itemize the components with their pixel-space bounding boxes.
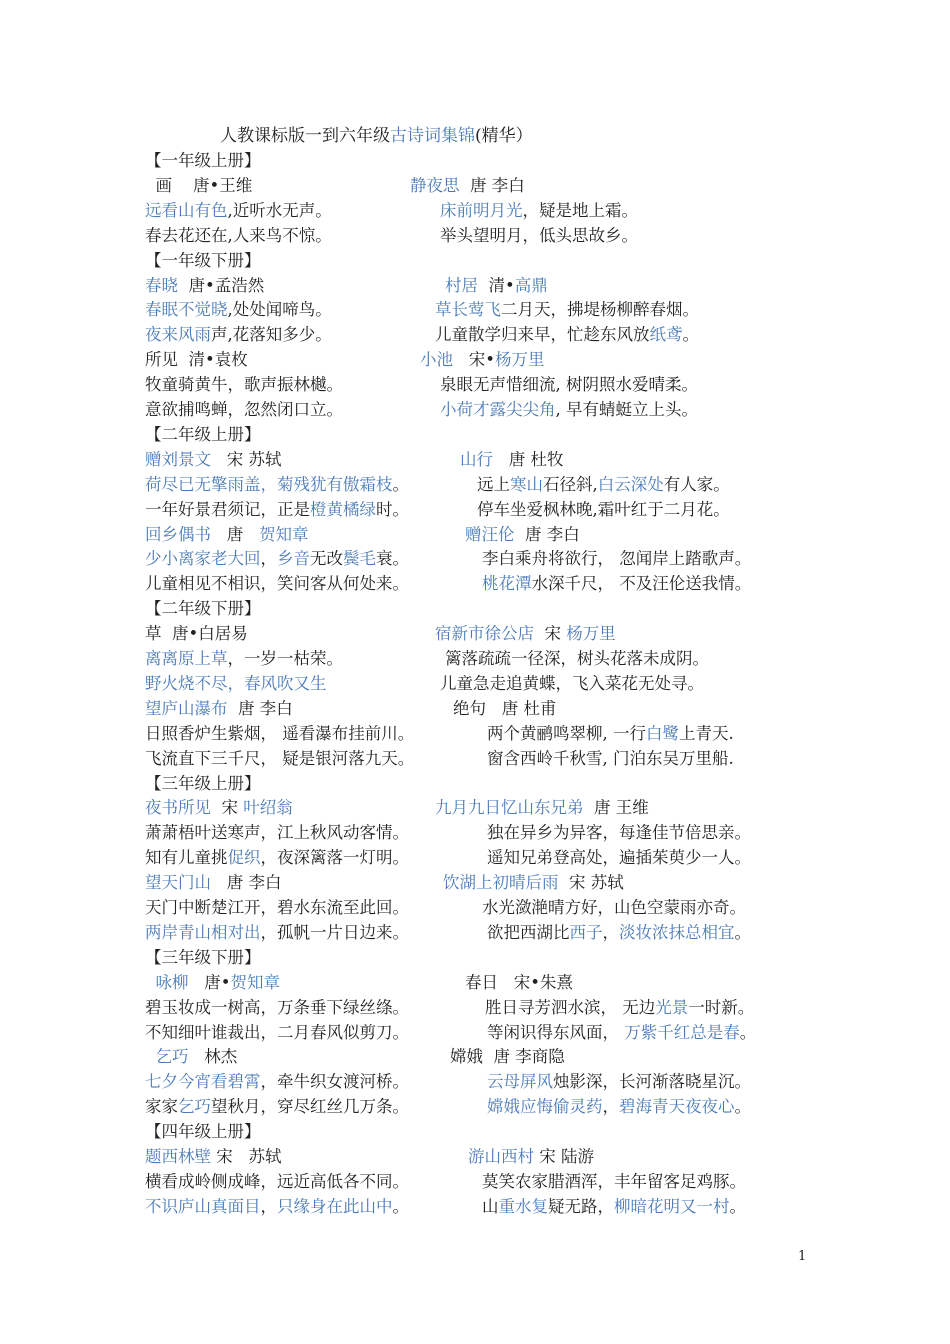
left-column <box>145 497 409 522</box>
text-segment: 望秋月，穿尽红丝几万条。 <box>211 1097 409 1117</box>
highlighted-text: 回乡偶书 <box>145 524 211 544</box>
text-segment: ,近听水无声。 <box>227 200 332 220</box>
text-segment: 草 唐•白居易 <box>145 624 248 644</box>
left-column <box>145 795 293 820</box>
text-segment: 等闲识得东风面， <box>487 1022 625 1042</box>
left-column <box>145 1119 261 1144</box>
text-segment: 停车坐爱枫林晚,霜叶红于二月花。 <box>477 499 730 519</box>
text-segment: 时。 <box>376 499 409 519</box>
highlighted-text: 只缘身在此山中 <box>277 1196 393 1216</box>
text-segment: 一年好景君须记，正是 <box>145 499 310 519</box>
left-column <box>145 845 409 870</box>
highlighted-text: 饮湖上初晴后雨 <box>443 873 559 893</box>
text-segment: 。 <box>734 922 751 942</box>
right-column <box>468 1144 594 1169</box>
text-segment: 【一年级上册】 <box>145 151 261 170</box>
text-segment: 水深千尺， 不及汪伦送我情。 <box>531 574 752 594</box>
right-column <box>443 870 624 895</box>
right-column <box>477 472 730 497</box>
highlighted-text: 叶绍翁 <box>243 798 293 818</box>
left-column <box>145 920 409 945</box>
text-segment: 。 <box>739 1022 757 1042</box>
text-segment: 李白乘舟将欲行， 忽闻岸上踏歌声。 <box>482 549 752 569</box>
document-title <box>220 124 533 148</box>
highlighted-text: 寒山 <box>510 474 543 494</box>
text-segment: 泉眼无声惜细流, 树阴照水爱晴柔。 <box>440 375 698 395</box>
text-segment: ，疑是地上霜。 <box>522 200 638 220</box>
right-column <box>487 1069 751 1094</box>
text-segment: 两个黄鹂鸣翠柳, 一行 <box>487 723 646 743</box>
highlighted-text: 望天门山 <box>145 873 211 893</box>
text-segment: 唐 李白 <box>227 698 293 718</box>
text-segment: 【二年级下册】 <box>145 599 261 619</box>
highlighted-text: 乞巧 <box>155 1047 189 1067</box>
text-segment: 宋 <box>211 798 244 818</box>
text-segment: 宋 苏轼 <box>211 449 282 469</box>
text-segment: 唐 李白 <box>514 524 580 544</box>
left-column <box>145 422 261 447</box>
text-segment: 。 <box>392 1196 409 1216</box>
text-segment: 一时新。 <box>688 997 755 1017</box>
text-segment: 。 <box>729 1196 746 1216</box>
left-column <box>145 1069 409 1094</box>
highlighted-text: 赠汪伦 <box>465 524 515 544</box>
left-column <box>145 1144 281 1169</box>
left-column <box>145 248 261 273</box>
highlighted-text: 柳暗花明又一村 <box>614 1196 730 1216</box>
right-column <box>445 646 709 671</box>
highlighted-text: 春眠不觉晓 <box>145 300 228 320</box>
text-segment: 唐• <box>188 972 231 992</box>
left-column <box>145 148 261 173</box>
text-segment: 家家 <box>145 1097 178 1117</box>
highlighted-text: 宿新市徐公店 <box>435 624 534 644</box>
text-segment: 不知细叶谁裁出，二月春风似剪刀。 <box>145 1022 409 1042</box>
right-column <box>482 1169 746 1194</box>
left-column <box>145 297 332 322</box>
highlighted-text: 静夜思 <box>410 175 460 195</box>
highlighted-text: 白鹭 <box>646 723 679 743</box>
highlighted-text: 碧海青天夜夜心 <box>619 1097 735 1117</box>
text-segment: 意欲捕鸣蝉，忽然闭口立。 <box>145 400 343 419</box>
left-column <box>145 223 332 248</box>
text-segment: 窗含西岭千秋雪, 门泊东吴万里船. <box>487 748 734 768</box>
right-column <box>420 347 544 372</box>
highlighted-text: 夜来风雨 <box>145 325 211 345</box>
highlighted-text: 万紫千红总是春 <box>624 1022 740 1042</box>
highlighted-text: 七夕今宵看碧霄 <box>145 1072 261 1092</box>
text-segment: 举头望明月，低头思故乡。 <box>440 225 638 245</box>
text-segment: 所见 清•袁枚 <box>145 350 248 370</box>
highlighted-text: 光景 <box>655 997 689 1017</box>
highlighted-text: 村居 <box>445 275 478 295</box>
highlighted-text: 乡音 <box>277 549 310 569</box>
text-segment: 儿童相见不相识，笑问客从何处来。 <box>145 574 409 594</box>
text-segment: 画 唐•王维 <box>145 175 253 195</box>
right-column <box>440 671 704 696</box>
text-segment: 。 <box>734 1097 751 1117</box>
left-column <box>145 198 332 223</box>
text-segment: 上青天. <box>679 723 734 743</box>
text-segment: 山 <box>482 1196 499 1216</box>
highlighted-text: 春晓 <box>145 275 178 295</box>
left-column <box>145 1094 409 1119</box>
right-column <box>487 820 751 845</box>
right-column <box>440 372 698 397</box>
left-column <box>145 621 248 646</box>
text-segment: 林杰 <box>188 1047 238 1067</box>
text-segment <box>145 973 156 992</box>
left-column <box>145 347 248 372</box>
text-segment: 萧萧梧叶送寒声，江上秋风动客情。 <box>145 823 409 843</box>
left-column <box>145 646 343 671</box>
highlighted-text: 白云深处 <box>597 474 664 494</box>
highlighted-text: 嫦娥应悔偷灵药 <box>487 1097 603 1117</box>
text-segment: 碧玉妆成一树高，万条垂下绿丝绦。 <box>145 997 409 1017</box>
text-segment: 儿童急走追黄蝶，飞入菜花无处寻。 <box>440 673 704 693</box>
text-segment: 宋 苏轼 <box>558 873 624 893</box>
left-column <box>145 397 343 422</box>
right-column <box>435 322 699 347</box>
text-segment: ， <box>602 1097 619 1117</box>
text-segment: 唐 <box>211 524 259 544</box>
left-column <box>145 721 414 746</box>
text-segment: 宋 <box>534 624 567 644</box>
left-column <box>145 273 264 298</box>
left-column <box>145 1020 409 1045</box>
right-column <box>482 895 746 920</box>
highlighted-text: 九月九日忆山东兄弟 <box>435 798 584 818</box>
left-column <box>145 571 409 596</box>
text-segment: 。 <box>392 474 409 494</box>
highlighted-text: 山行 <box>460 449 493 469</box>
text-segment: 唐 李白 <box>459 175 525 195</box>
right-column <box>465 970 573 995</box>
right-column <box>487 1020 756 1045</box>
right-column <box>445 273 548 298</box>
right-column <box>460 447 563 472</box>
text-segment: ，一岁一枯荣。 <box>227 649 343 668</box>
right-column <box>487 721 734 746</box>
right-column <box>465 522 580 547</box>
right-column <box>440 223 638 248</box>
text-segment: ， <box>260 1196 277 1216</box>
highlighted-text: 云母屏风 <box>487 1072 553 1092</box>
right-column <box>487 746 734 771</box>
highlighted-text: 游山西村 <box>468 1147 534 1166</box>
text-segment: ，夜深篱落一灯明。 <box>260 848 409 868</box>
text-segment: 无改 <box>310 549 343 569</box>
left-column <box>145 945 261 970</box>
text-segment: 篱落疏疏一径深，树头花落未成阴。 <box>445 649 709 668</box>
right-column <box>440 397 698 422</box>
left-column <box>145 895 409 920</box>
page-number: 1 <box>798 1249 807 1264</box>
text-segment: 知有儿童挑 <box>145 848 228 868</box>
highlighted-text: 离离原上草 <box>145 649 228 668</box>
text-segment: 疑无路， <box>548 1196 614 1216</box>
highlighted-text: 荷尽已无擎雨盖，菊残犹有傲霜枝 <box>145 474 393 494</box>
highlighted-text: 小池 <box>420 350 453 370</box>
highlighted-text: 望庐山瀑布 <box>145 698 228 718</box>
highlighted-text: 野火烧不尽，春风吹又生 <box>145 673 327 693</box>
left-column <box>145 771 261 796</box>
left-column <box>145 671 327 696</box>
right-column <box>485 995 754 1020</box>
left-column <box>145 447 281 472</box>
text-segment: 儿童散学归来早，忙趁东风放 <box>435 325 650 345</box>
text-segment: 有人家。 <box>663 474 730 494</box>
right-column <box>482 1194 746 1219</box>
right-column <box>482 546 751 571</box>
text-segment: 牧童骑黄牛，歌声振林樾。 <box>145 375 343 395</box>
text-segment: 横看成岭侧成峰，远近高低各不同。 <box>145 1171 409 1191</box>
text-segment: 春日 宋•朱熹 <box>465 972 573 992</box>
highlighted-text: 赠刘景文 <box>145 449 211 469</box>
left-column <box>145 970 280 995</box>
text-segment: 唐 王维 <box>583 798 649 818</box>
right-column <box>477 497 730 522</box>
right-column <box>450 1044 565 1069</box>
left-column <box>145 820 409 845</box>
right-column <box>487 1094 751 1119</box>
left-column <box>145 1194 409 1219</box>
highlighted-text: 草长莺飞 <box>435 300 501 320</box>
text-segment: 嫦娥 唐 李商隐 <box>450 1047 565 1067</box>
text-segment: 春去花还在,人来鸟不惊。 <box>145 225 332 245</box>
text-segment: 【二年级上册】 <box>145 424 261 444</box>
text-segment: 【四年级上册】 <box>145 1122 261 1142</box>
highlighted-text: 小荷才露尖尖角 <box>440 400 556 419</box>
right-column <box>487 920 751 945</box>
right-column <box>410 173 525 198</box>
text-segment: 清• <box>478 275 515 295</box>
highlighted-text: 少小离家老大回 <box>145 549 261 569</box>
highlighted-text: 题西林壁 <box>145 1147 211 1166</box>
text-segment: 。 <box>682 325 699 345</box>
text-segment <box>145 1047 156 1066</box>
text-segment: 独在异乡为异客，每逢佳节倍思亲。 <box>487 823 751 843</box>
left-column <box>145 173 252 198</box>
text-segment: ， <box>260 549 277 569</box>
text-segment: 欲把西湖比 <box>487 922 570 942</box>
highlighted-text: 古诗词集锦 <box>390 126 475 146</box>
left-column <box>145 1044 237 1069</box>
right-column <box>482 571 751 596</box>
text-segment: 胜日寻芳泗水滨， 无边 <box>485 997 656 1017</box>
text-segment: 二月天，拂堤杨柳醉春烟。 <box>501 300 699 320</box>
text-segment: 遥知兄弟登高处，遍插茱萸少一人。 <box>487 848 751 868</box>
text-segment: 宋• <box>453 350 495 370</box>
text-segment: ，牵牛织女渡河桥。 <box>260 1072 409 1092</box>
text-segment: 【三年级下册】 <box>145 947 261 967</box>
highlighted-text: 远看山有色 <box>145 200 228 220</box>
text-segment: 烛影深，长河渐落晓星沉。 <box>553 1072 751 1092</box>
highlighted-text: 高鼎 <box>514 275 548 295</box>
right-column <box>435 297 699 322</box>
left-column <box>145 696 293 721</box>
text-segment: 唐 杜牧 <box>493 449 564 469</box>
text-segment: 远上 <box>477 474 510 494</box>
left-column <box>145 746 414 771</box>
highlighted-text: 淡妆浓抹总相宜 <box>619 922 735 942</box>
highlighted-text: 贺知章 <box>258 524 309 544</box>
text-segment: 石径斜, <box>543 474 598 494</box>
highlighted-text: 不识庐山真面目 <box>145 1196 261 1216</box>
text-segment: 唐•孟浩然 <box>178 275 265 295</box>
left-column <box>145 995 409 1020</box>
left-column <box>145 596 261 621</box>
right-column <box>435 621 616 646</box>
text-segment: 飞流直下三千尺， 疑是银河落九天。 <box>145 748 415 768</box>
highlighted-text: 贺知章 <box>230 972 280 992</box>
right-column <box>487 845 751 870</box>
text-segment: 莫笑农家腊酒浑，丰年留客足鸡豚。 <box>482 1171 746 1191</box>
highlighted-text: 乞巧 <box>178 1097 211 1117</box>
highlighted-text: 西子 <box>569 922 603 942</box>
text-segment: 日照香炉生紫烟， 遥看瀑布挂前川。 <box>145 723 415 743</box>
highlighted-text: 两岸青山相对出 <box>145 922 261 942</box>
text-segment: 【一年级下册】 <box>145 250 261 270</box>
left-column <box>145 870 281 895</box>
right-column <box>440 198 638 223</box>
text-segment: 水光潋滟晴方好，山色空蒙雨亦奇。 <box>482 898 746 917</box>
left-column <box>145 372 343 397</box>
highlighted-text: 促织 <box>227 848 261 868</box>
text-segment: 绝句 唐 杜甫 <box>453 698 557 718</box>
text-segment: 天门中断楚江开，碧水东流至此回。 <box>145 898 409 917</box>
text-segment: ， <box>602 922 619 942</box>
highlighted-text: 床前明月光 <box>440 200 523 220</box>
text-segment: ，孤帆一片日边来。 <box>260 922 409 942</box>
left-column <box>145 546 409 571</box>
text-segment: ,处处闻啼鸟。 <box>227 300 332 320</box>
highlighted-text: 夜书所见 <box>145 798 211 818</box>
text-segment: 【三年级上册】 <box>145 773 261 793</box>
text-segment: (精华） <box>475 126 533 146</box>
text-segment: 唐 李白 <box>211 873 282 893</box>
left-column <box>145 522 308 547</box>
left-column <box>145 322 332 347</box>
text-segment: 宋 苏轼 <box>211 1147 282 1166</box>
highlighted-text: 重水复 <box>498 1196 548 1216</box>
highlighted-text: 纸鸢 <box>649 325 683 345</box>
right-column <box>435 795 649 820</box>
right-column <box>453 696 556 721</box>
highlighted-text: 橙黄橘绿 <box>310 499 376 519</box>
highlighted-text: 杨万里 <box>494 350 545 370</box>
text-segment: 声,花落知多少。 <box>211 325 332 345</box>
text-segment: 衰。 <box>376 549 409 569</box>
highlighted-text: 杨万里 <box>566 624 616 644</box>
text-segment: , 早有蜻蜓立上头。 <box>555 400 698 419</box>
left-column <box>145 472 409 497</box>
text-segment: 宋 陆游 <box>534 1147 594 1166</box>
highlighted-text: 咏柳 <box>155 972 189 992</box>
text-segment: 人教课标版一到六年级 <box>220 126 390 146</box>
highlighted-text: 鬓毛 <box>343 549 376 569</box>
highlighted-text: 桃花潭 <box>482 574 532 594</box>
left-column <box>145 1169 409 1194</box>
